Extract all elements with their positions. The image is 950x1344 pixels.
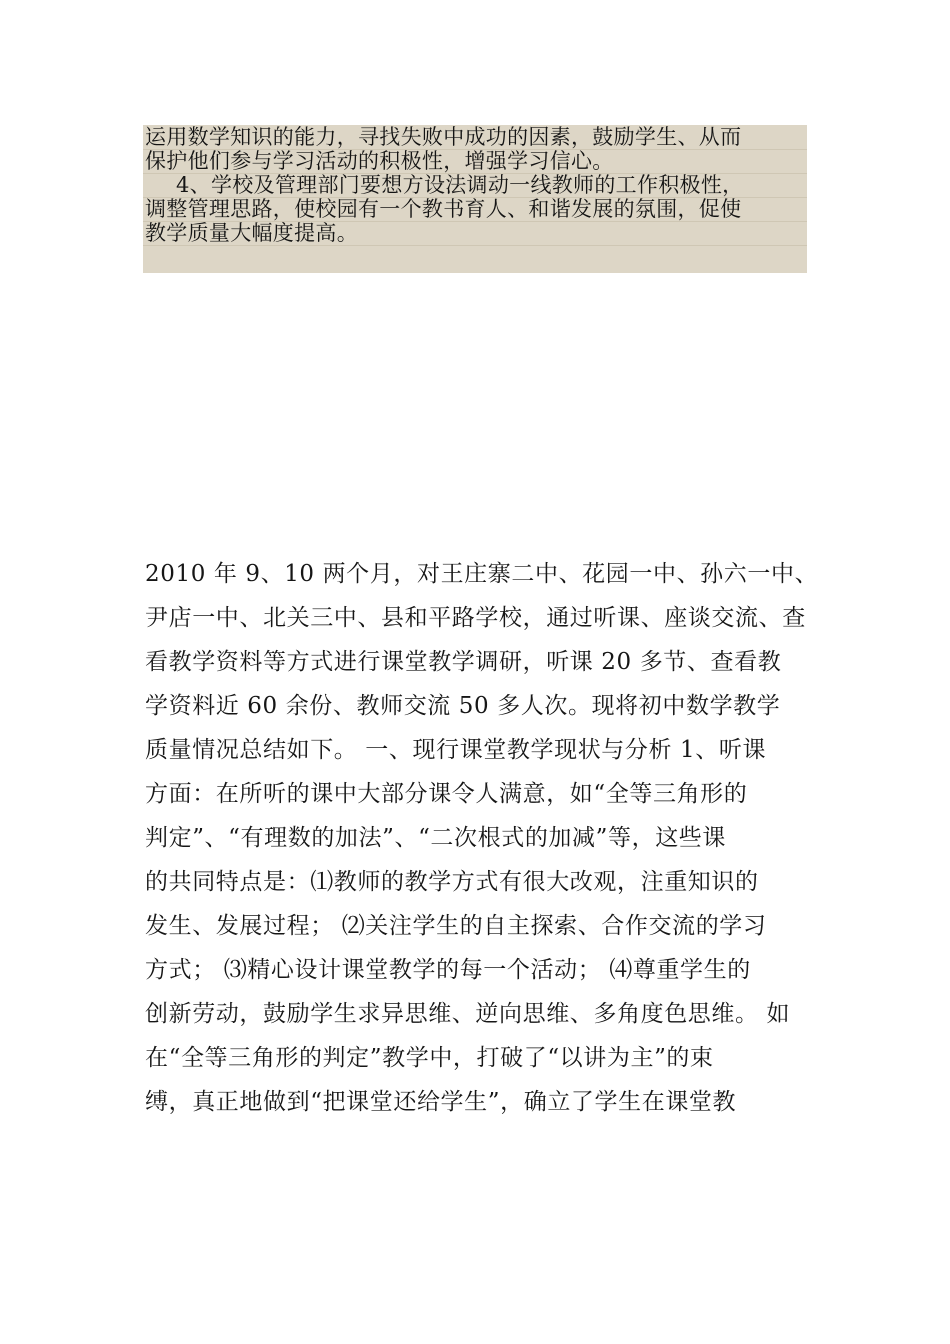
excerpt-line: 运用数学知识的能力，寻找失败中成功的因素，鼓励学生、从而 [145,125,742,149]
body-line: 看教学资料等方式进行课堂教学调研，听课 20 多节、查看教 [145,649,782,675]
body-line: 缚，真正地做到“把课堂还给学生”，确立了学生在课堂教 [145,1089,737,1115]
rule-line [143,245,807,246]
highlighted-excerpt-text [145,125,807,245]
excerpt-line: 保护他们参与学习活动的积极性，增强学习信心。 [145,149,614,173]
excerpt-line: 调整管理思路，使校园有一个教书育人、和谐发展的氛围，促使 [145,197,742,221]
report-body-paragraph [145,552,819,1124]
body-line: 质量情况总结如下。 一、现行课堂教学现状与分析 1、听课 [145,737,767,763]
body-line: 方式； ⑶精心设计课堂教学的每一个活动； ⑷尊重学生的 [145,957,751,983]
body-line: 的共同特点是：⑴教师的教学方式有很大改观，注重知识的 [145,869,759,895]
body-line: 尹店一中、北关三中、县和平路学校，通过听课、座谈交流、查 [145,605,806,631]
body-line: 学资料近 60 余份、教师交流 50 多人次。现将初中数学教学 [145,693,781,719]
body-line: 方面：在所听的课中大部分课令人满意，如“全等三角形的 [145,781,748,807]
excerpt-line: 4、学校及管理部门要想方设法调动一线教师的工作积极性， [176,173,744,197]
excerpt-line: 教学质量大幅度提高。 [145,221,358,245]
body-line: 发生、发展过程； ⑵关注学生的自主探索、合作交流的学习 [145,913,767,939]
body-line: 创新劳动，鼓励学生求异思维、逆向思维、多角度色思维。 如 [145,1001,791,1027]
body-line: 在“全等三角形的判定”教学中，打破了“以讲为主”的束 [145,1045,714,1071]
body-line: 判定”、“有理数的加法”、“二次根式的加减”等，这些课 [145,825,726,851]
body-line: 2010 年 9、10 两个月，对王庄寨二中、花园一中、孙六一中、 [145,561,819,587]
